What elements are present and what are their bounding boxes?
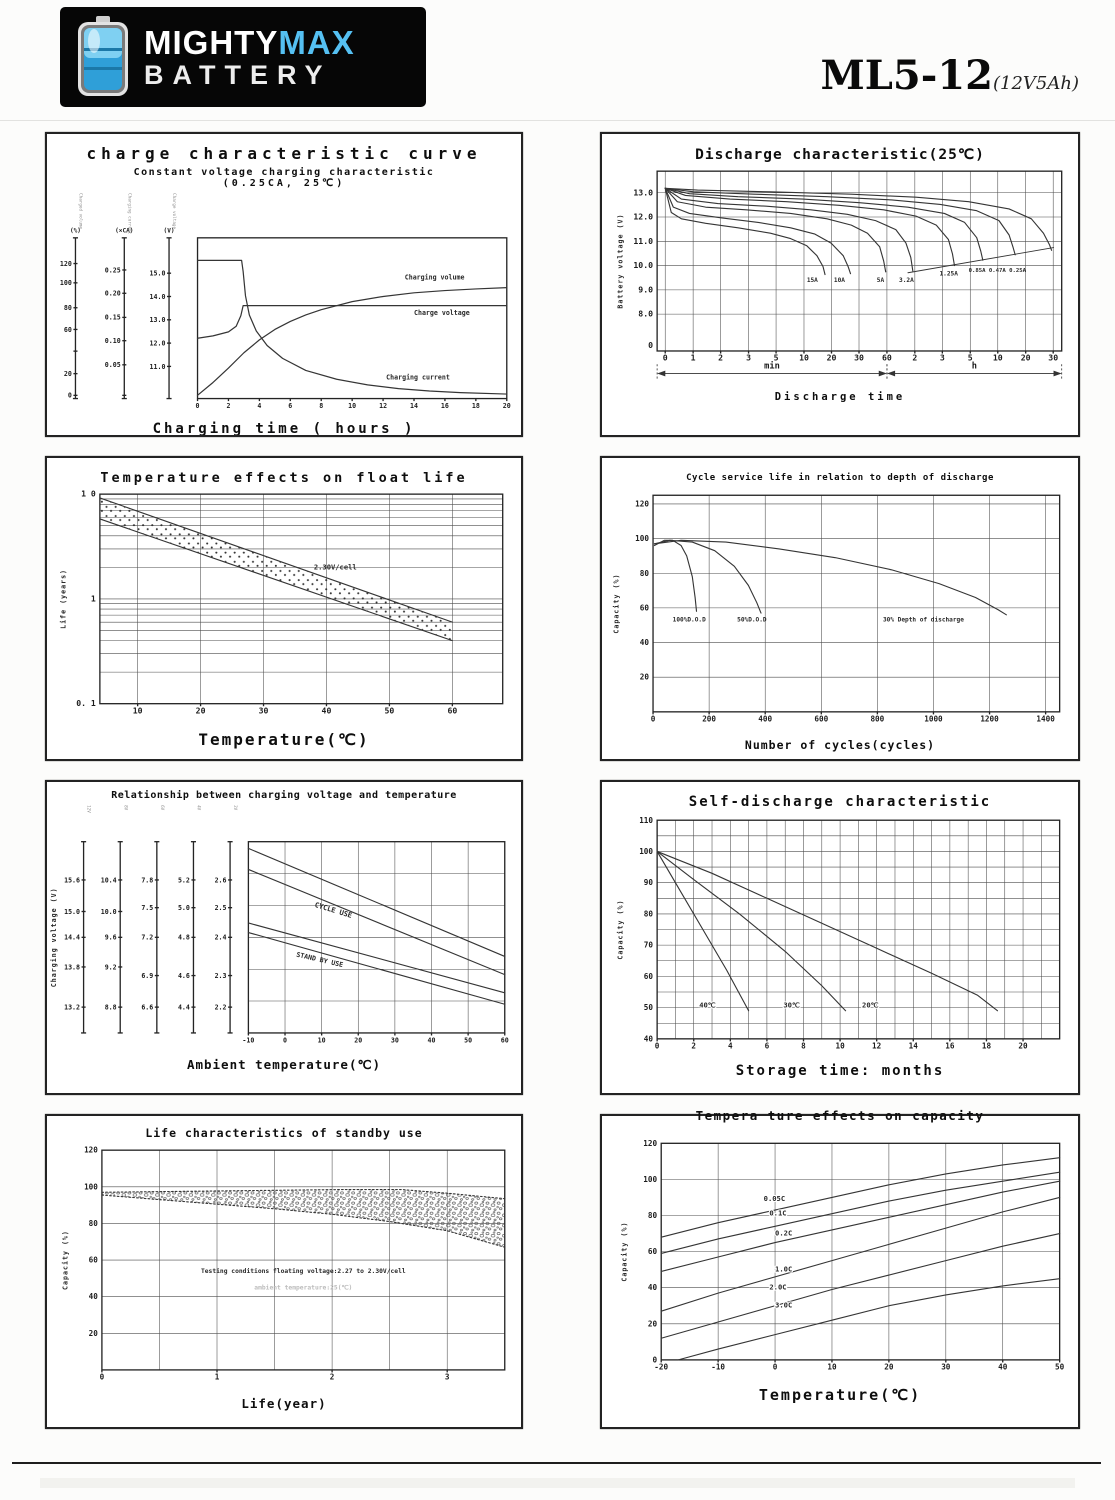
svg-text:100: 100 <box>84 1182 98 1192</box>
svg-text:Capacity (%): Capacity (%) <box>616 899 625 960</box>
svg-text:70: 70 <box>643 940 654 950</box>
svg-text:2: 2 <box>691 1041 697 1051</box>
svg-text:0. 1: 0. 1 <box>76 698 96 709</box>
svg-text:3.0C: 3.0C <box>775 1300 793 1310</box>
svg-text:9.6: 9.6 <box>104 933 117 942</box>
svg-text:50%D.O.D: 50%D.O.D <box>737 616 767 624</box>
svg-text:60: 60 <box>88 1255 98 1265</box>
svg-text:Testing conditions floating vo: Testing conditions floating voltage:2.27 to 2.30V/cell <box>200 1267 406 1275</box>
x-axis-label: Temperature(℃) <box>758 1386 922 1405</box>
svg-text:12.0: 12.0 <box>149 339 166 348</box>
svg-text:Charged volume: Charged volume <box>77 193 83 230</box>
svg-text:0: 0 <box>283 1036 288 1045</box>
svg-text:30: 30 <box>258 705 269 716</box>
svg-text:0.25: 0.25 <box>104 266 121 275</box>
svg-text:8.8: 8.8 <box>104 1003 117 1012</box>
svg-text:14.0: 14.0 <box>149 292 166 301</box>
svg-text:10: 10 <box>317 1036 326 1045</box>
svg-text:1.25A: 1.25A <box>939 270 958 278</box>
battery-icon <box>72 15 134 99</box>
svg-text:14.4: 14.4 <box>64 933 81 942</box>
svg-text:0: 0 <box>650 714 656 724</box>
svg-text:10A: 10A <box>833 276 845 284</box>
svg-text:0.85A 0.47A 0.25A: 0.85A 0.47A 0.25A <box>968 267 1027 274</box>
svg-text:50: 50 <box>384 705 395 716</box>
svg-text:60: 60 <box>63 325 72 334</box>
svg-text:12: 12 <box>872 1041 882 1051</box>
svg-text:0: 0 <box>654 1041 660 1051</box>
svg-text:120: 120 <box>635 499 649 509</box>
svg-text:40: 40 <box>998 1362 1008 1372</box>
svg-text:1200: 1200 <box>980 714 999 724</box>
svg-text:50: 50 <box>643 1003 654 1013</box>
svg-text:800: 800 <box>870 714 885 724</box>
svg-text:13.0: 13.0 <box>633 187 654 198</box>
svg-text:20: 20 <box>88 1328 98 1338</box>
logo-text <box>144 23 355 90</box>
svg-text:100: 100 <box>643 1174 658 1184</box>
svg-text:4: 4 <box>257 402 262 411</box>
panel-charging-voltage-temperature <box>45 780 523 1095</box>
svg-text:0: 0 <box>67 391 72 400</box>
svg-text:h: h <box>971 361 977 372</box>
chart-title: Tempera ture effects on capacity <box>695 1108 985 1123</box>
svg-text:120: 120 <box>59 259 72 268</box>
chart-title: Temperature effects on float life <box>100 470 468 486</box>
svg-text:20: 20 <box>884 1362 894 1372</box>
svg-text:200: 200 <box>702 714 717 724</box>
svg-text:Charging voltage (V): Charging voltage (V) <box>50 887 59 988</box>
svg-text:16: 16 <box>440 402 449 411</box>
float-life-plot <box>49 486 519 730</box>
x-axis-label: Storage time: months <box>735 1063 945 1080</box>
svg-text:20: 20 <box>63 369 72 378</box>
svg-text:12V: 12V <box>85 805 91 813</box>
brand-line-2: BATTERY <box>144 59 332 90</box>
panel-float-life <box>45 456 523 761</box>
svg-text:4.4: 4.4 <box>177 1003 190 1012</box>
svg-text:1 0: 1 0 <box>81 488 96 499</box>
svg-text:10: 10 <box>827 1362 837 1372</box>
svg-text:20: 20 <box>195 705 206 716</box>
svg-text:9.0: 9.0 <box>638 284 654 295</box>
svg-text:7.5: 7.5 <box>141 904 154 913</box>
svg-text:Life (years): Life (years) <box>59 568 68 629</box>
svg-text:10: 10 <box>992 352 1003 363</box>
chart-title: Cycle service life in relation to depth of discharge <box>686 473 994 483</box>
chart-title: charge characteristic curve <box>86 144 482 163</box>
x-axis-label: Number of cycles(cycles) <box>744 738 936 753</box>
svg-text:6.9: 6.9 <box>141 971 154 980</box>
svg-text:2: 2 <box>912 352 918 363</box>
svg-text:4.8: 4.8 <box>177 933 190 942</box>
svg-text:2.2: 2.2 <box>214 1003 227 1012</box>
svg-text:80: 80 <box>63 304 72 313</box>
svg-text:Charging volume: Charging volume <box>404 273 465 282</box>
svg-text:60: 60 <box>447 705 458 716</box>
svg-text:18: 18 <box>981 1041 992 1051</box>
panel-self-discharge <box>600 780 1080 1095</box>
svg-text:1: 1 <box>690 352 696 363</box>
svg-text:10: 10 <box>132 705 143 716</box>
svg-text:8: 8 <box>319 402 324 411</box>
svg-text:0.10: 0.10 <box>104 337 121 346</box>
standby-life-plot <box>49 1140 519 1396</box>
svg-text:16: 16 <box>945 1041 955 1051</box>
brand-max: MAX <box>278 23 355 61</box>
svg-text:1000: 1000 <box>924 714 943 724</box>
svg-text:1.0C: 1.0C <box>775 1264 793 1274</box>
svg-text:100%D.O.D: 100%D.O.D <box>672 616 706 624</box>
svg-text:20: 20 <box>647 1319 658 1329</box>
svg-text:min: min <box>764 361 780 372</box>
x-axis-label: Life(year) <box>241 1396 327 1412</box>
svg-text:110: 110 <box>639 815 654 825</box>
svg-text:20℃: 20℃ <box>862 1000 879 1010</box>
svg-text:0.2C: 0.2C <box>775 1228 793 1238</box>
svg-text:2V: 2V <box>232 805 238 811</box>
svg-text:80: 80 <box>643 909 654 919</box>
svg-text:40: 40 <box>643 1034 654 1044</box>
svg-text:30: 30 <box>1048 352 1059 363</box>
svg-text:80: 80 <box>647 1211 658 1221</box>
header-divider <box>0 120 1115 121</box>
chart-title: Self-discharge characteristic <box>688 794 992 810</box>
svg-text:13.2: 13.2 <box>64 1003 81 1012</box>
svg-text:0.15: 0.15 <box>104 313 121 322</box>
svg-text:80: 80 <box>88 1218 98 1228</box>
discharge-characteristic-plot <box>604 163 1076 394</box>
svg-text:30℃: 30℃ <box>783 1000 800 1010</box>
svg-text:100: 100 <box>59 279 72 288</box>
svg-text:4V: 4V <box>195 805 201 811</box>
chart-title: Discharge characteristic(25℃) <box>695 147 985 163</box>
svg-text:60: 60 <box>647 1247 658 1257</box>
svg-text:80: 80 <box>639 568 649 578</box>
svg-text:0: 0 <box>648 340 654 351</box>
svg-text:10: 10 <box>835 1041 845 1051</box>
svg-text:1400: 1400 <box>1036 714 1055 724</box>
svg-text:13.8: 13.8 <box>64 963 81 972</box>
svg-text:400: 400 <box>758 714 773 724</box>
svg-text:0.05C: 0.05C <box>763 1194 786 1204</box>
x-axis-label: Temperature(℃) <box>198 730 370 750</box>
svg-text:Charging current: Charging current <box>126 193 132 235</box>
svg-text:20: 20 <box>354 1036 363 1045</box>
svg-text:2.6: 2.6 <box>214 876 227 885</box>
svg-text:6: 6 <box>288 402 293 411</box>
svg-text:1: 1 <box>214 1372 220 1382</box>
x-axis-label: Discharge time <box>774 390 906 403</box>
svg-text:5: 5 <box>773 352 779 363</box>
chart-grid <box>45 132 1080 1429</box>
svg-text:14: 14 <box>410 402 418 411</box>
mightymax-logo <box>60 7 426 107</box>
model-capacity: (12V5Ah) <box>993 73 1079 94</box>
svg-text:Capacity (%): Capacity (%) <box>620 1221 629 1282</box>
svg-text:120: 120 <box>643 1138 658 1148</box>
svg-text:10.4: 10.4 <box>100 876 117 885</box>
svg-text:5.2: 5.2 <box>177 876 190 885</box>
svg-text:20: 20 <box>1018 1041 1028 1051</box>
svg-text:60: 60 <box>643 971 654 981</box>
svg-text:30% Depth of discharge: 30% Depth of discharge <box>882 616 964 624</box>
svg-text:2: 2 <box>329 1372 335 1382</box>
page-header <box>0 0 1115 122</box>
svg-text:20: 20 <box>502 402 511 411</box>
svg-text:40: 40 <box>427 1036 436 1045</box>
brand-line-1 <box>144 23 355 61</box>
svg-text:2.3: 2.3 <box>214 971 227 980</box>
svg-text:13.0: 13.0 <box>149 316 166 325</box>
svg-text:6V: 6V <box>158 805 164 811</box>
svg-text:10.0: 10.0 <box>633 260 654 271</box>
svg-text:60: 60 <box>882 352 892 363</box>
svg-text:CYCLE USE: CYCLE USE <box>313 900 354 920</box>
chart-title: Relationship between charging voltage and temperature <box>111 790 457 801</box>
svg-text:10: 10 <box>348 402 357 411</box>
svg-text:4.6: 4.6 <box>177 971 190 980</box>
panel-cycle-service-life <box>600 456 1080 761</box>
panel-standby-life <box>45 1114 523 1429</box>
svg-text:30: 30 <box>854 352 864 363</box>
svg-text:3: 3 <box>746 352 752 363</box>
charge-characteristic-plot <box>49 189 519 421</box>
svg-text:STAND BY USE: STAND BY USE <box>295 950 344 970</box>
svg-text:0.20: 0.20 <box>104 289 121 298</box>
temperature-capacity-plot <box>604 1129 1076 1386</box>
brand-mighty: MIGHTY <box>144 23 279 61</box>
svg-text:600: 600 <box>814 714 829 724</box>
chart-subtitle: Constant voltage charging characteristic <box>133 167 435 178</box>
svg-text:0.1C: 0.1C <box>769 1208 787 1218</box>
svg-text:6.6: 6.6 <box>141 1003 154 1012</box>
svg-text:8V: 8V <box>122 805 128 811</box>
svg-text:20: 20 <box>639 672 649 682</box>
svg-text:5: 5 <box>967 352 973 363</box>
svg-text:40℃: 40℃ <box>699 1000 716 1010</box>
svg-text:-10: -10 <box>711 1362 726 1372</box>
svg-text:(%): (%) <box>69 227 81 235</box>
svg-text:8: 8 <box>801 1041 806 1051</box>
svg-text:(×CA): (×CA) <box>115 227 134 235</box>
svg-text:15.6: 15.6 <box>64 876 81 885</box>
svg-text:Charge voltage: Charge voltage <box>171 193 177 230</box>
svg-text:60: 60 <box>639 603 649 613</box>
svg-text:2.30V/cell: 2.30V/cell <box>313 562 357 572</box>
cycle-service-life-plot <box>604 483 1076 738</box>
model-designation <box>821 52 1080 99</box>
svg-text:90: 90 <box>643 878 654 888</box>
svg-text:7.8: 7.8 <box>141 876 154 885</box>
svg-text:Capacity (%): Capacity (%) <box>612 573 621 634</box>
svg-text:0: 0 <box>662 352 668 363</box>
svg-text:0: 0 <box>195 402 200 411</box>
svg-text:Charging current: Charging current <box>386 373 450 382</box>
svg-text:2: 2 <box>226 402 231 411</box>
x-axis-label: Charging time ( hours ) <box>152 420 416 437</box>
svg-text:50: 50 <box>1055 1362 1065 1372</box>
svg-text:-10: -10 <box>242 1036 255 1045</box>
scan-smudge <box>40 1478 1075 1488</box>
svg-text:Charge voltage: Charge voltage <box>414 308 470 317</box>
chart-title: Life characteristics of standby use <box>145 1126 423 1140</box>
svg-text:15.0: 15.0 <box>64 907 81 916</box>
panel-charge-characteristic <box>45 132 523 437</box>
svg-text:50: 50 <box>464 1036 473 1045</box>
svg-text:11.0: 11.0 <box>633 235 654 246</box>
svg-text:12: 12 <box>379 402 388 411</box>
svg-text:100: 100 <box>639 847 654 857</box>
panel-temperature-capacity <box>600 1108 1080 1429</box>
svg-text:18: 18 <box>471 402 480 411</box>
svg-text:40: 40 <box>647 1283 658 1293</box>
model-number: ML5-12 <box>820 52 993 99</box>
svg-text:120: 120 <box>84 1145 98 1155</box>
svg-text:2.0C: 2.0C <box>769 1282 787 1292</box>
svg-text:(V): (V) <box>163 227 175 235</box>
svg-text:14: 14 <box>908 1041 918 1051</box>
footer-rule <box>12 1462 1101 1464</box>
svg-text:9.2: 9.2 <box>104 963 117 972</box>
svg-text:Capacity (%): Capacity (%) <box>61 1230 70 1291</box>
charging-voltage-temperature-plot <box>49 801 519 1057</box>
svg-text:12.0: 12.0 <box>633 211 654 222</box>
svg-text:0: 0 <box>772 1362 778 1372</box>
svg-text:5A: 5A <box>876 276 885 284</box>
svg-text:Battery voltage (V): Battery voltage (V) <box>616 213 625 309</box>
svg-text:7.2: 7.2 <box>141 933 154 942</box>
svg-text:-20: -20 <box>654 1362 669 1372</box>
svg-text:3: 3 <box>444 1372 450 1382</box>
svg-text:0: 0 <box>99 1372 105 1382</box>
svg-text:30: 30 <box>390 1036 399 1045</box>
svg-text:20: 20 <box>826 352 837 363</box>
svg-text:8.0: 8.0 <box>638 308 654 319</box>
svg-text:1: 1 <box>90 593 96 604</box>
self-discharge-plot <box>604 810 1076 1063</box>
svg-text:2.4: 2.4 <box>214 933 227 942</box>
svg-text:40: 40 <box>88 1292 98 1302</box>
svg-text:ambient temperature:25(℃): ambient temperature:25(℃) <box>254 1284 353 1292</box>
svg-text:60: 60 <box>500 1036 509 1045</box>
svg-text:2.5: 2.5 <box>214 904 227 913</box>
x-axis-label: Ambient temperature(℃) <box>186 1057 382 1073</box>
svg-text:3.2A: 3.2A <box>899 276 914 284</box>
svg-text:40: 40 <box>321 705 332 716</box>
svg-text:20: 20 <box>1020 352 1031 363</box>
panel-discharge-characteristic <box>600 132 1080 437</box>
chart-subtitle-conditions: (0.25CA, 25℃) <box>222 178 346 189</box>
svg-text:2: 2 <box>718 352 724 363</box>
svg-text:40: 40 <box>639 638 649 648</box>
svg-text:11.0: 11.0 <box>149 362 166 371</box>
svg-text:15.0: 15.0 <box>149 269 166 278</box>
svg-text:0.05: 0.05 <box>104 361 121 370</box>
svg-text:10: 10 <box>799 352 809 363</box>
svg-text:5.0: 5.0 <box>177 904 190 913</box>
svg-text:0: 0 <box>652 1355 658 1365</box>
svg-text:15A: 15A <box>806 276 818 284</box>
svg-text:4: 4 <box>728 1041 733 1051</box>
svg-text:100: 100 <box>635 534 649 544</box>
svg-text:6: 6 <box>764 1041 770 1051</box>
svg-text:10.0: 10.0 <box>100 907 117 916</box>
svg-text:3: 3 <box>939 352 945 363</box>
svg-text:30: 30 <box>941 1362 951 1372</box>
